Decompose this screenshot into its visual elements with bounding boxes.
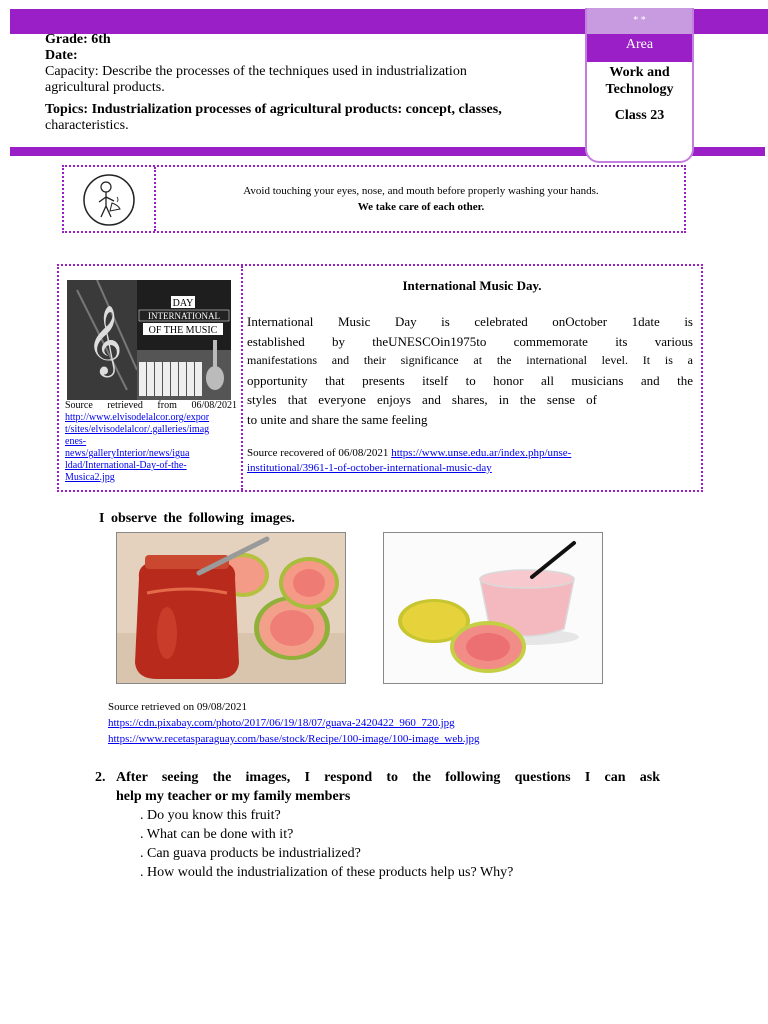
music-day-title: International Music Day. xyxy=(402,278,542,293)
music-day-source xyxy=(247,446,693,476)
music-source-url-1[interactable]: https://www.unse.edu.ar/index.php/unse- xyxy=(391,447,572,459)
question-heading-text-1: After seeing the images, I respond to the following questions I can ask xyxy=(116,770,660,785)
image-source-label: Source retrieved on 09/08/2021 xyxy=(108,701,247,713)
question-number: 2. xyxy=(95,770,106,785)
capacity-line-2: agricultural products. xyxy=(45,80,165,95)
area-stars: * * xyxy=(587,8,692,34)
poster-text-day: DAY xyxy=(172,298,194,309)
music-body-line-6: to unite and share the same feeling xyxy=(247,411,428,427)
observe-heading: I observe the following images. xyxy=(99,511,295,526)
poster-source-url-line-3[interactable]: enes- xyxy=(65,436,87,447)
question-item: . What can be done with it? xyxy=(140,827,294,842)
music-day-body xyxy=(247,312,693,429)
question-heading-line-2: help my teacher or my family members xyxy=(116,789,351,804)
topics-line-1 xyxy=(45,102,585,118)
poster-text-music: OF THE MUSIC xyxy=(148,325,218,336)
question-item: . Do you know this fruit? xyxy=(140,808,281,823)
music-day-poster xyxy=(67,280,231,400)
hygiene-reminder-box xyxy=(62,165,686,233)
area-label: Area xyxy=(587,34,692,62)
question-list xyxy=(140,806,513,882)
area-subject-line-1: Work and xyxy=(609,65,670,80)
poster-source-url-line-1[interactable]: http://www.elvisodelalcor.org/expor xyxy=(65,412,210,423)
area-subject-line-2: Technology xyxy=(605,82,674,97)
topics-text: Industrialization processes of agricultural products: concept, classes, xyxy=(91,102,502,117)
image-source-url-2[interactable]: https://www.recetasparaguay.com/base/stock/Recipe/100-image/100-image_web.jpg xyxy=(108,733,480,745)
hygiene-slogan: We take care of each other. xyxy=(357,201,485,213)
poster-source-url-line-6[interactable]: Musica2.jpg xyxy=(65,472,115,483)
poster-source-url-line-4[interactable]: news/galleryInterior/news/igua xyxy=(65,448,190,459)
music-source-url-2[interactable]: institutional/3961-1-of-october-international-music-day xyxy=(247,462,492,474)
capacity-line-1: Capacity: Describe the processes of the techniques used in industrialization xyxy=(45,64,467,79)
question-heading-line-1 xyxy=(95,768,660,787)
poster-source-url-line-2[interactable]: t/sites/elvisodelalcor/.galleries/imag xyxy=(65,424,210,435)
poster-source-url-line-5[interactable]: ldad/International-Day-of-the- xyxy=(65,460,187,471)
music-body-line-1: International Music Day is celebrated onOctober 1date is xyxy=(247,314,693,329)
header-info xyxy=(45,32,585,134)
topics-label: Topics: xyxy=(45,102,89,117)
grade-label: Grade: 6th xyxy=(45,32,111,47)
class-number: Class 23 xyxy=(614,108,665,123)
area-subject xyxy=(587,64,692,98)
hand-washing-icon xyxy=(82,173,136,227)
question-item: . How would the industrialization of these products help us? Why? xyxy=(140,865,514,880)
image-sources xyxy=(108,699,480,747)
header-top-bar xyxy=(10,9,585,34)
hygiene-instruction: Avoid touching your eyes, nose, and mouth before properly washing your hands. xyxy=(243,185,599,197)
guava-jam-image xyxy=(116,532,346,684)
header-top-bar-right xyxy=(694,9,768,34)
music-source-label: Source recovered of 06/08/2021 xyxy=(247,447,389,459)
poster-source xyxy=(65,400,237,484)
question-item: . Can guava products be industrialized? xyxy=(140,846,361,861)
music-body-line-5: styles that everyone enjoys and shares, in the sense of xyxy=(247,392,597,407)
topics-line-2: characteristics. xyxy=(45,118,129,133)
music-body-line-4: opportunity that presents itself to honor all musicians and the xyxy=(247,372,693,388)
date-label: Date: xyxy=(45,48,78,63)
poster-text-international: INTERNATIONAL xyxy=(148,311,220,321)
image-source-url-1[interactable]: https://cdn.pixabay.com/photo/2017/06/19/18/07/guava-2420422_960_720.jpg xyxy=(108,717,455,729)
music-day-box xyxy=(57,264,703,492)
music-body-line-2: established by theUNESCOin1975to commemorate its various xyxy=(247,333,693,349)
area-box xyxy=(585,8,694,163)
music-body-line-3: manifestations and their significance at the international level. It is a xyxy=(247,353,693,367)
poster-source-label: Source retrieved from 06/08/2021 xyxy=(65,400,237,411)
guava-juice-image xyxy=(383,532,603,684)
question-heading xyxy=(95,768,660,806)
svg-text:𝄞: 𝄞 xyxy=(87,305,123,375)
